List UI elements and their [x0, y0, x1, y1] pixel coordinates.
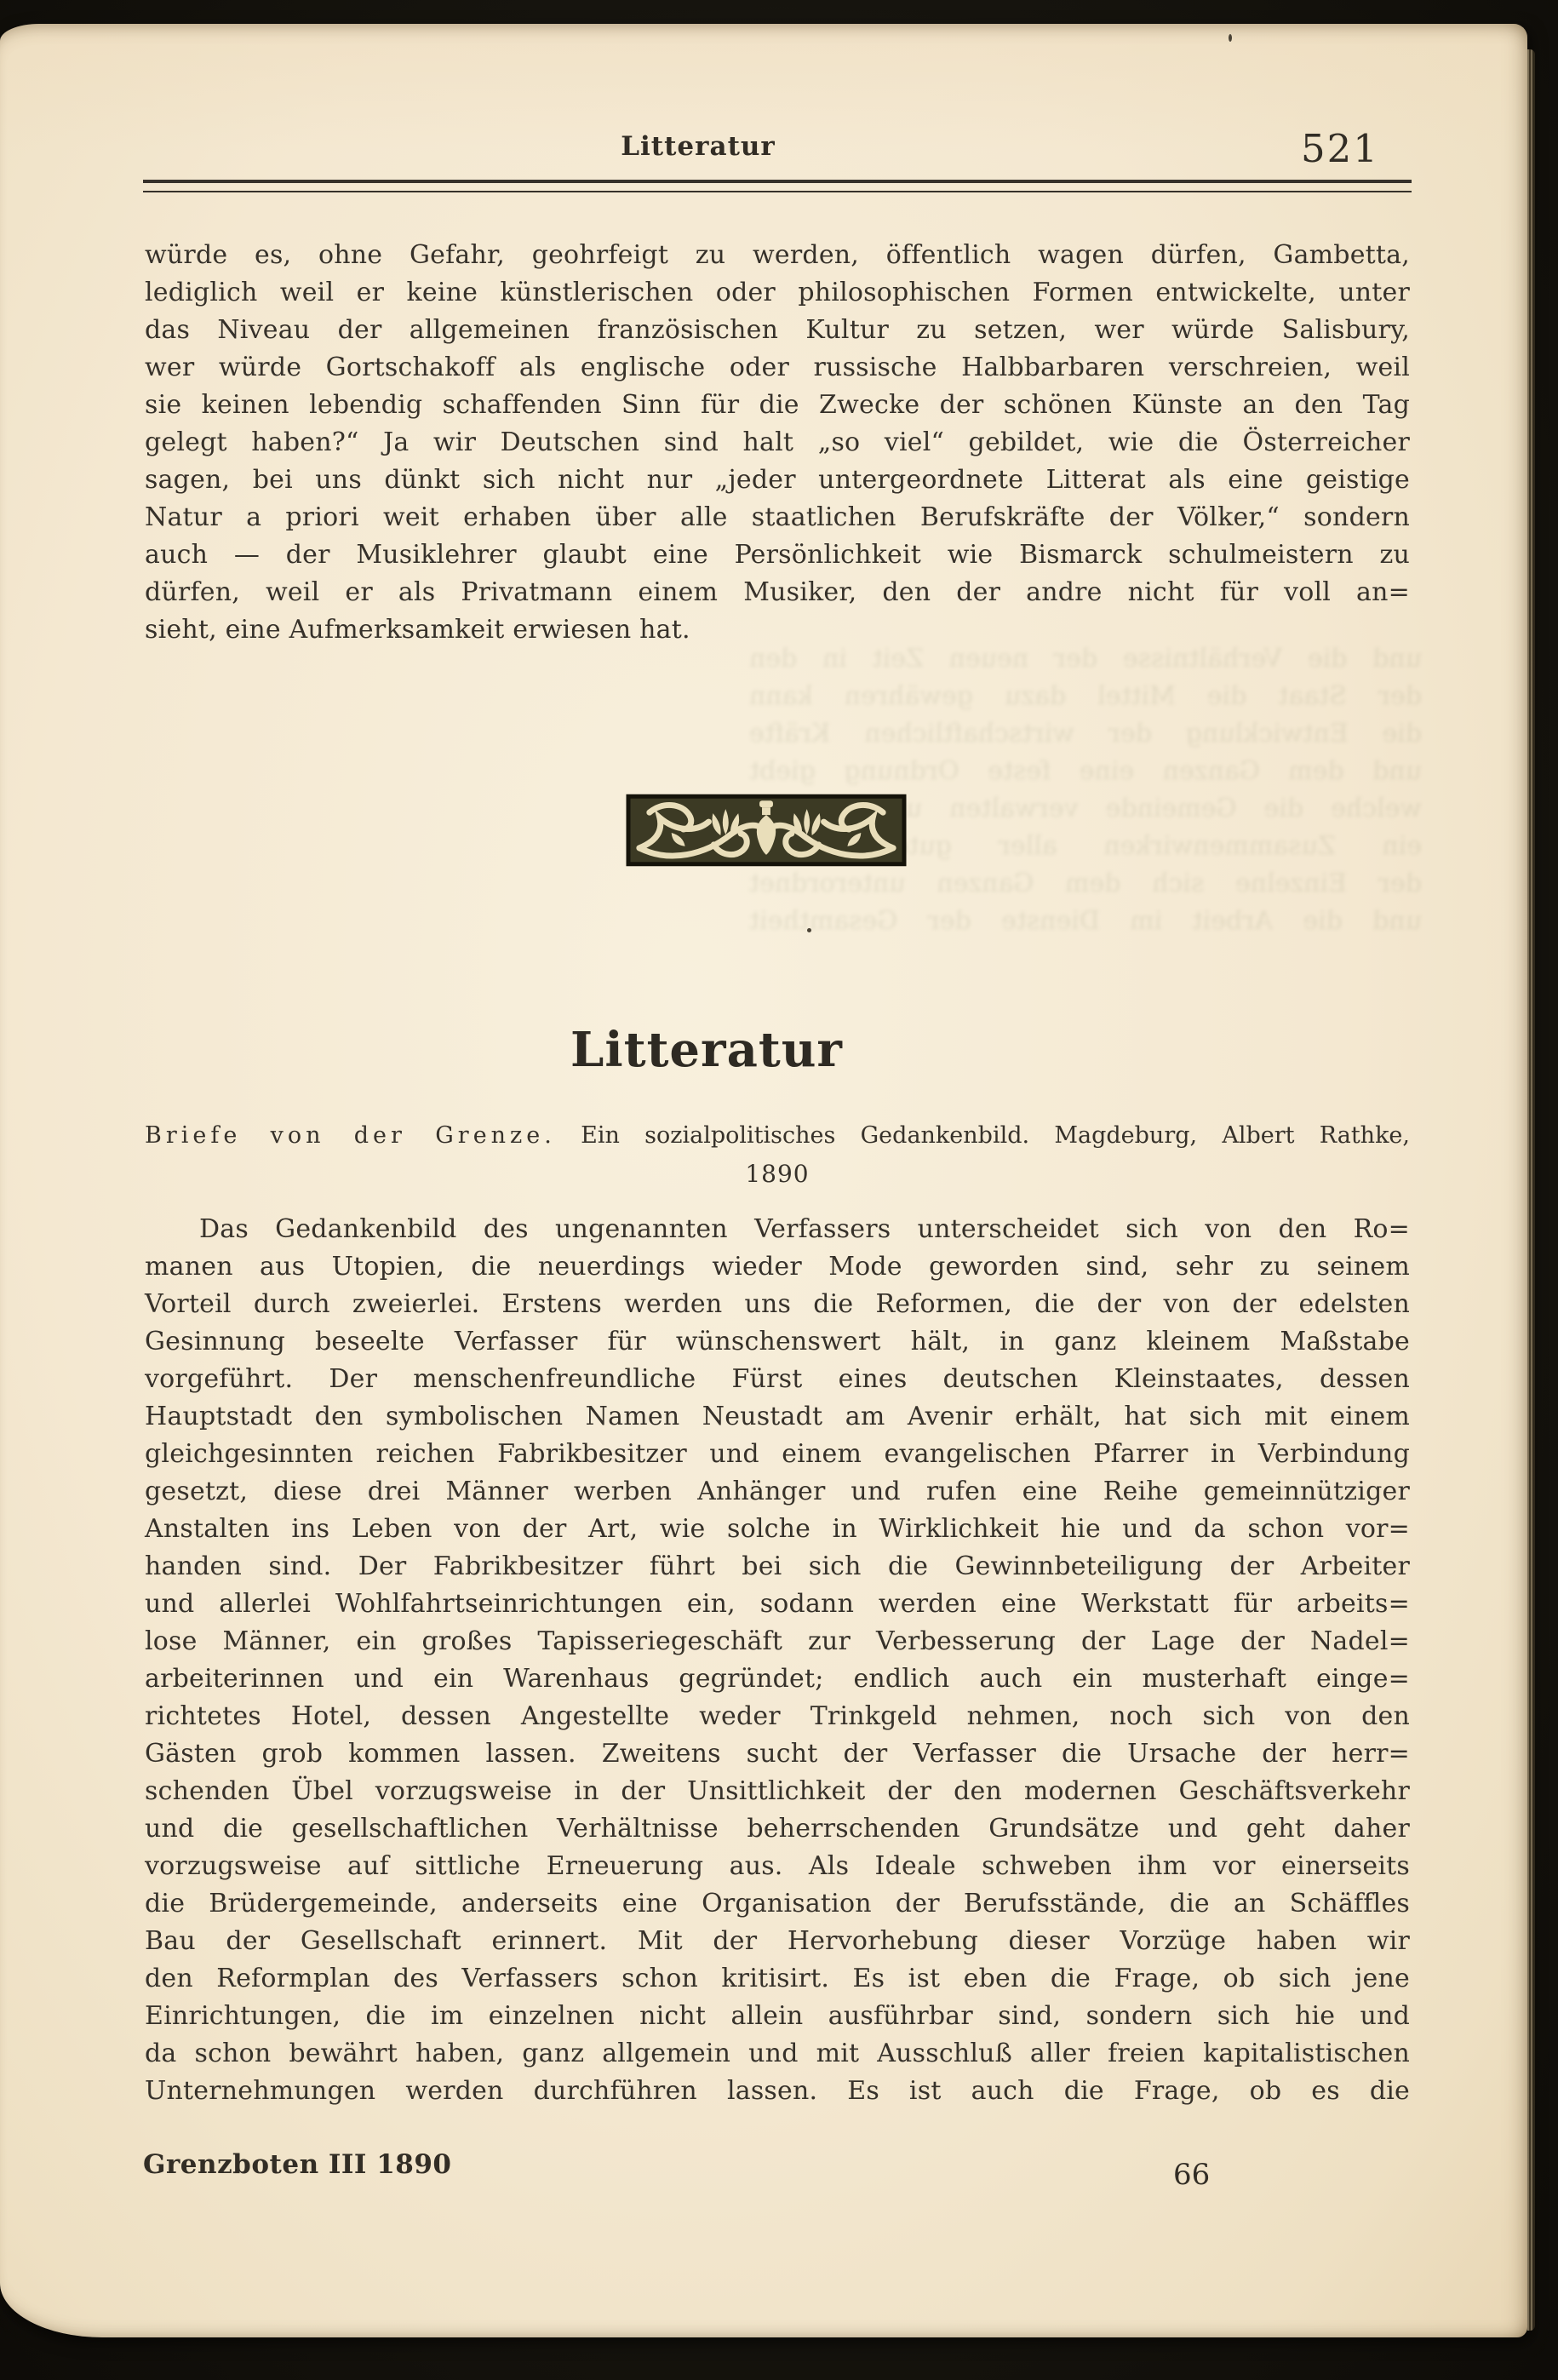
text-line: manen aus Utopien, die neuerdings wieder Mode geworden sind, sehr zu seinem: [145, 1252, 1410, 1282]
bibliography-line: [145, 1121, 1410, 1151]
text-line: schenden Übel vorzugsweise in der Unsittlichkeit der den modernen Geschäftsverkehr: [145, 1776, 1410, 1806]
text-line: vorgeführt. Der menschenfreundliche Fürst eines deutschen Kleinstaates, dessen: [145, 1364, 1410, 1394]
text-line: ein Zusammenwirken aller guten Kräfte: [749, 831, 1422, 861]
review-paragraph: [145, 1211, 1410, 2110]
text-line: handen sind. Der Fabrikbesitzer führt bei sich die Gewinnbeteiligung der Arbeiter: [145, 1551, 1410, 1581]
text-line: Natur a priori weit erhaben über alle staatlichen Berufskräfte der Völker,“ sondern: [145, 502, 1410, 532]
text-line: und die Arbeit im Dienste der Gesamtheit: [749, 906, 1422, 936]
text-line: da schon bewährt haben, ganz allgemein und mit Ausschluß aller freien kapitalistischen: [145, 2039, 1410, 2068]
text-line: Einrichtungen, die im einzelnen nicht allein ausführbar sind, sondern sich hie und: [145, 2001, 1410, 2031]
header-double-rule: [143, 180, 1412, 192]
text-line: arbeiterinnen und ein Warenhaus gegründet; endlich auch ein musterhaft einge=: [145, 1664, 1410, 1694]
text-line: gelegt haben?“ Ja wir Deutschen sind halt „so viel“ gebildet, wie die Österreicher: [145, 427, 1410, 457]
text-line: dürfen, weil er als Privatmann einem Musiker, den der andre nicht für voll an=: [145, 577, 1410, 607]
text-line: das Niveau der allgemeinen französischen Kultur zu setzen, wer würde Salisbury,: [145, 315, 1410, 345]
continuation-paragraph: [145, 237, 1410, 649]
page-number: 521: [1301, 126, 1379, 171]
text-line: Das Gedankenbild des ungenannten Verfassers unterscheidet sich von den Ro=: [199, 1214, 1410, 1244]
ink-speck: [807, 928, 811, 932]
text-line: gleichgesinnten reichen Fabrikbesitzer und einem evangelischen Pfarrer in Verbindung: [145, 1439, 1410, 1469]
text-line: und die Verhältnisse der neuen Zeit in den: [749, 644, 1422, 674]
text-line: und die gesellschaftlichen Verhältnisse beherrschenden Grundsätze und geht daher: [145, 1814, 1410, 1844]
running-head-title: Litteratur: [621, 131, 776, 162]
text-line: die Brüdergemeinde, anderseits eine Organisation der Berufsstände, die an Schäffles: [145, 1889, 1410, 1918]
text-line: auch — der Musiklehrer glaubt eine Persönlichkeit wie Bismarck schulmeistern zu: [145, 540, 1410, 570]
text-line: die Entwicklung der wirtschaftlichen Kräfte: [749, 719, 1422, 748]
sheet-number: 66: [1173, 2158, 1211, 2192]
text-line: sie keinen lebendig schaffenden Sinn für die Zwecke der schönen Künste an den Tag: [145, 390, 1410, 420]
journal-signature: Grenzboten III 1890: [143, 2149, 452, 2180]
text-line: gesetzt, diese drei Männer werben Anhänger und rufen eine Reihe gemeinnütziger: [145, 1477, 1410, 1506]
section-title: Litteratur: [570, 1022, 843, 1078]
text-line: welche die Gemeinde verwalten und pflegen: [749, 794, 1422, 823]
text-line: Hauptstadt den symbolischen Namen Neustadt am Avenir erhält, hat sich mit einem: [145, 1402, 1410, 1431]
text-line: Vorteil durch zweierlei. Erstens werden uns die Reformen, die der von der edelsten: [145, 1289, 1410, 1319]
biblio-year: 1890: [745, 1160, 810, 1188]
text-line: richtetes Hotel, dessen Angestellte weder Trinkgeld nehmen, noch sich von den: [145, 1701, 1410, 1731]
book-page: [0, 24, 1527, 2337]
text-line: den Reformplan des Verfassers schon kritisirt. Es ist eben die Frage, ob sich jene: [145, 1964, 1410, 1993]
text-line: der Staat die Mittel dazu gewähren kann: [749, 681, 1422, 711]
bibliography-entry: [145, 1121, 1410, 1188]
biblio-details: Ein sozialpolitisches Gedankenbild. Magdeburg, Albert Rathke,: [581, 1122, 1410, 1149]
text-line: und allerlei Wohlfahrtseinrichtungen ein, sodann werden eine Werkstatt für arbeits=: [145, 1589, 1410, 1619]
text-line: der Einzelne sich dem Ganzen unterordnet: [749, 869, 1422, 898]
text-line: lose Männer, ein großes Tapisseriegeschäft zur Verbesserung der Lage der Nadel=: [145, 1626, 1410, 1656]
text-line: Gästen grob kommen lassen. Zweitens sucht der Verfasser die Ursache der herr=: [145, 1739, 1410, 1769]
biblio-work-title: Briefe von der Grenze.: [145, 1122, 556, 1149]
text-line: Anstalten ins Leben von der Art, wie solche in Wirklichkeit hie und da schon vor=: [145, 1514, 1410, 1544]
text-line: Unternehmungen werden durchführen lassen. Es ist auch die Frage, ob es die: [145, 2076, 1410, 2106]
text-line: lediglich weil er keine künstlerischen oder philosophischen Formen entwickelte, unter: [145, 278, 1410, 307]
text-line: Gesinnung beseelte Verfasser für wünschenswert hält, in ganz kleinem Maßstabe: [145, 1327, 1410, 1356]
text-line: sagen, bei uns dünkt sich nicht nur „jeder untergeordnete Litterat als eine geistige: [145, 465, 1410, 495]
text-line: sieht, eine Aufmerksamkeit erwiesen hat.: [145, 615, 690, 645]
ink-speck: [1229, 34, 1232, 42]
text-line: würde es, ohne Gefahr, geohrfeigt zu werden, öffentlich wagen dürfen, Gambetta,: [145, 240, 1410, 270]
text-line: und dem Ganzen eine feste Ordnung giebt: [749, 756, 1422, 786]
text-line: vorzugsweise auf sittliche Erneuerung aus. Als Ideale schweben ihm vor einerseits: [145, 1851, 1410, 1881]
text-line: Bau der Gesellschaft erinnert. Mit der Hervorhebung dieser Vorzüge haben wir: [145, 1926, 1410, 1956]
text-line: wer würde Gortschakoff als englische oder russische Halbbarbaren verschreien, weil: [145, 353, 1410, 382]
floral-ornament: [626, 792, 907, 869]
